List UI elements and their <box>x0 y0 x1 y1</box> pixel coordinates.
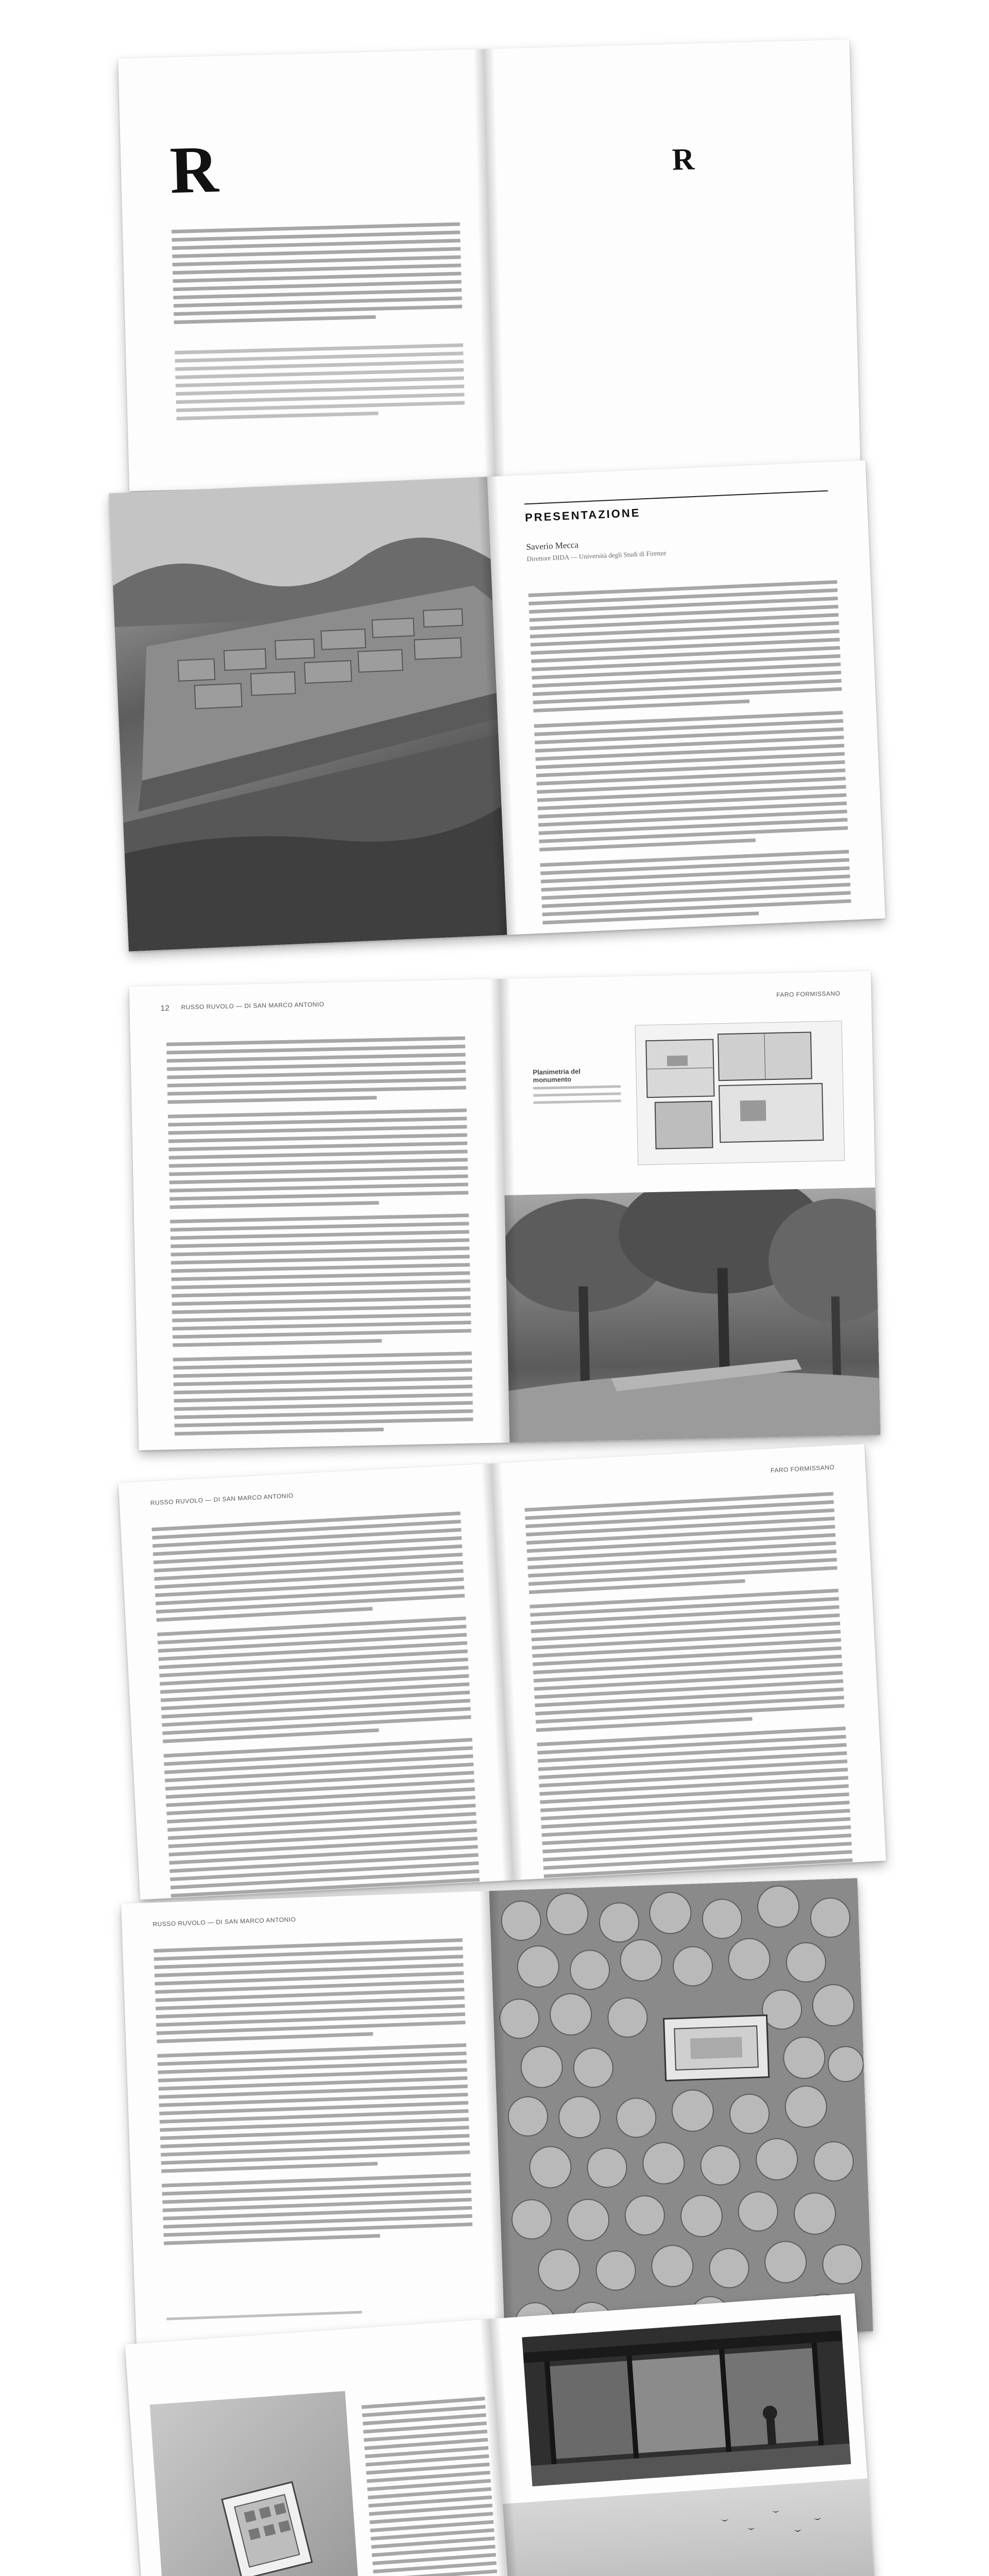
ruins-photo <box>109 477 507 951</box>
model-trees-illustration <box>489 1878 873 2344</box>
caption-block <box>533 1066 621 1109</box>
body-text-left <box>151 1512 481 1900</box>
author-role: Direttore DIDA — Università degli Studi di Firenze <box>526 549 667 563</box>
aerial-model-photo <box>489 1878 873 2344</box>
spread-2-right-page <box>487 460 885 935</box>
body-text-right <box>524 1492 853 1880</box>
spread-1-left-page <box>118 49 495 491</box>
tree-photo <box>504 1188 880 1443</box>
landscape-illustration <box>503 2479 885 2576</box>
trees-illustration <box>504 1188 880 1443</box>
spread-6-right-page <box>490 2293 885 2576</box>
running-head-right: FARO FORMISSANO <box>770 1463 835 1475</box>
running-head-right: FARO FORMISSANO <box>776 990 841 998</box>
spread-3-text-plan <box>129 971 881 1450</box>
spread-4-right-page <box>491 1444 886 1880</box>
running-head-left: RUSSO RUVOLO — DI SAN MARCO ANTONIO <box>181 1001 325 1011</box>
running-head-left: RUSSO RUVOLO — DI SAN MARCO ANTONIO <box>150 1492 294 1507</box>
model-detail-photo <box>150 2391 364 2576</box>
spread-1-right-page <box>484 40 861 482</box>
spread-5-right-page <box>489 1878 873 2344</box>
r-logo-large: R <box>169 132 219 208</box>
spread-5-left-page <box>121 1891 505 2357</box>
body-text-left <box>362 2397 503 2576</box>
landscape-photo <box>503 2479 885 2576</box>
spread-2-left-page <box>109 477 507 951</box>
body-text-left <box>166 1037 473 1440</box>
page-number-left: 12 <box>160 1004 170 1013</box>
presentazione-body <box>528 580 852 929</box>
section-title-presentazione: PRESENTAZIONE <box>524 506 641 524</box>
spread-5-text-model <box>121 1878 873 2357</box>
spread-1-title-pages <box>118 40 861 492</box>
floor-plan <box>635 1021 845 1165</box>
ruins-illustration <box>109 477 507 951</box>
floor-plan-drawing <box>636 1021 845 1164</box>
pavilion-photo <box>522 2315 851 2486</box>
spread-6-left-page <box>125 2319 520 2576</box>
spread-3-right-page <box>500 971 881 1443</box>
spread-4-text <box>118 1444 886 1900</box>
author-name: Saverio Mecca <box>526 539 579 552</box>
caption-left <box>166 2311 362 2325</box>
r-logo-small: R <box>671 142 695 177</box>
caption-title: Planimetria del monumento <box>533 1067 581 1084</box>
model-illustration <box>150 2391 364 2576</box>
section-rule <box>524 490 828 505</box>
running-head-left: RUSSO RUVOLO — DI SAN MARCO ANTONIO <box>152 1916 296 1928</box>
intro-paragraph-english <box>175 343 465 425</box>
spread-2-presentazione <box>109 460 885 951</box>
intro-paragraph <box>172 222 463 329</box>
spread-4-left-page <box>118 1464 513 1900</box>
spread-3-left-page <box>129 979 510 1450</box>
pavilion-illustration <box>522 2315 851 2486</box>
body-text-left <box>154 1938 473 2250</box>
